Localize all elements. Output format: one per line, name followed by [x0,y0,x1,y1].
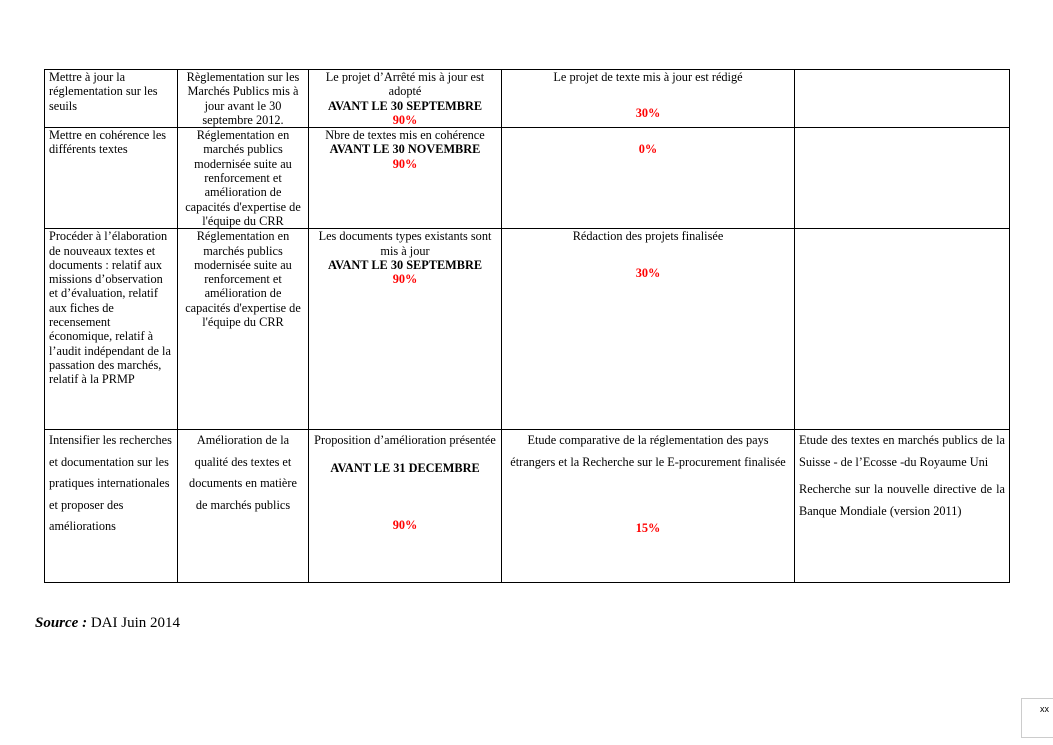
activity-cell [45,430,178,583]
activity-text: Mettre à jour la réglementation sur les seuils [49,70,158,113]
result-cell [178,229,309,430]
page-number-text: xx [1040,704,1049,714]
source-label: Source : [35,615,88,631]
observations-cell [795,229,1010,430]
indicator-percentage: 90% [392,156,418,171]
result-text: Réglementation en marchés publics modernisée suite au renforcement et amélioration de capacités d'expertise de l'équipe du CRR [185,128,301,228]
achievement-cell [502,229,795,430]
indicator-cell [309,229,502,430]
indicator-cell [309,430,502,583]
indicator-deadline: AVANT LE 31 DECEMBRE [330,460,480,475]
result-cell [178,128,309,229]
indicator-text: Nbre de textes mis en cohérence [325,128,485,143]
achievement-text: Rédaction des projets finalisée [572,229,724,244]
indicator-deadline: AVANT LE 30 NOVEMBRE [329,142,481,157]
indicator-text: Les documents types existants sont mis à jour [318,229,492,258]
achievement-cell [502,70,795,128]
source-note [35,615,180,632]
observations-cell [795,128,1010,229]
activity-cell [45,229,178,430]
activity-cell [45,70,178,128]
indicator-deadline: AVANT LE 30 SEPTEMBRE [327,98,483,113]
achievement-cell [502,128,795,229]
achievement-text: Etude comparative de la réglementation des pays étrangers et la Recherche sur le E-procurement finalisée [510,433,786,469]
activity-text: Mettre en cohérence les différents textes [49,128,167,157]
page-number [1021,698,1053,738]
result-text: Amélioration de la qualité des textes et documents en matière de marchés publics [189,433,297,512]
result-cell [178,430,309,583]
table-row [45,229,1010,430]
result-text: Règlementation sur les Marchés Publics mis à jour avant le 30 septembre 2012. [186,70,300,127]
table-row [45,128,1010,229]
achievement-percentage: 0% [638,142,658,157]
activity-text: Procéder à l’élaboration de nouveaux textes et documents : relatif aux missions d’observation et d’évaluation, relatif aux fiches de recensement économique, relatif à l’audit indépendant de la passation des marchés, relatif à la PRMP [49,229,171,387]
indicator-percentage: 90% [392,272,418,287]
result-text: Réglementation en marchés publics modernisée suite au renforcement et amélioration de capacités d'expertise de l'équipe du CRR [185,229,301,330]
indicator-percentage: 90% [392,112,418,127]
indicator-cell [309,70,502,128]
achievement-percentage: 30% [635,106,661,121]
observations-cell [795,430,1010,583]
observations-text: Etude des textes en marchés publics de la Suisse - de l’Ecosse -du Royaume Uni [799,433,1005,469]
indicator-text: Le projet d’Arrêté mis à jour est adopté [325,70,485,99]
action-plan-table [44,69,1010,583]
result-cell [178,70,309,128]
observations-cell [795,70,1010,128]
table-row [45,70,1010,128]
table-row [45,430,1010,583]
observations-text-2: Recherche sur la nouvelle directive de la Banque Mondiale (version 2011) [799,482,1005,518]
indicator-percentage: 90% [392,518,418,533]
activity-cell [45,128,178,229]
indicator-cell [309,128,502,229]
indicator-deadline: AVANT LE 30 SEPTEMBRE [327,257,483,272]
achievement-percentage: 15% [635,521,661,536]
achievement-text: Le projet de texte mis à jour est rédigé [553,70,743,84]
source-text: DAI Juin 2014 [90,615,181,631]
achievement-cell [502,430,795,583]
achievement-percentage: 30% [635,265,661,280]
indicator-text: Proposition d’amélioration présentée [314,433,496,448]
activity-text: Intensifier les recherches et documentation sur les pratiques internationales et proposer des améliorations [49,433,172,534]
